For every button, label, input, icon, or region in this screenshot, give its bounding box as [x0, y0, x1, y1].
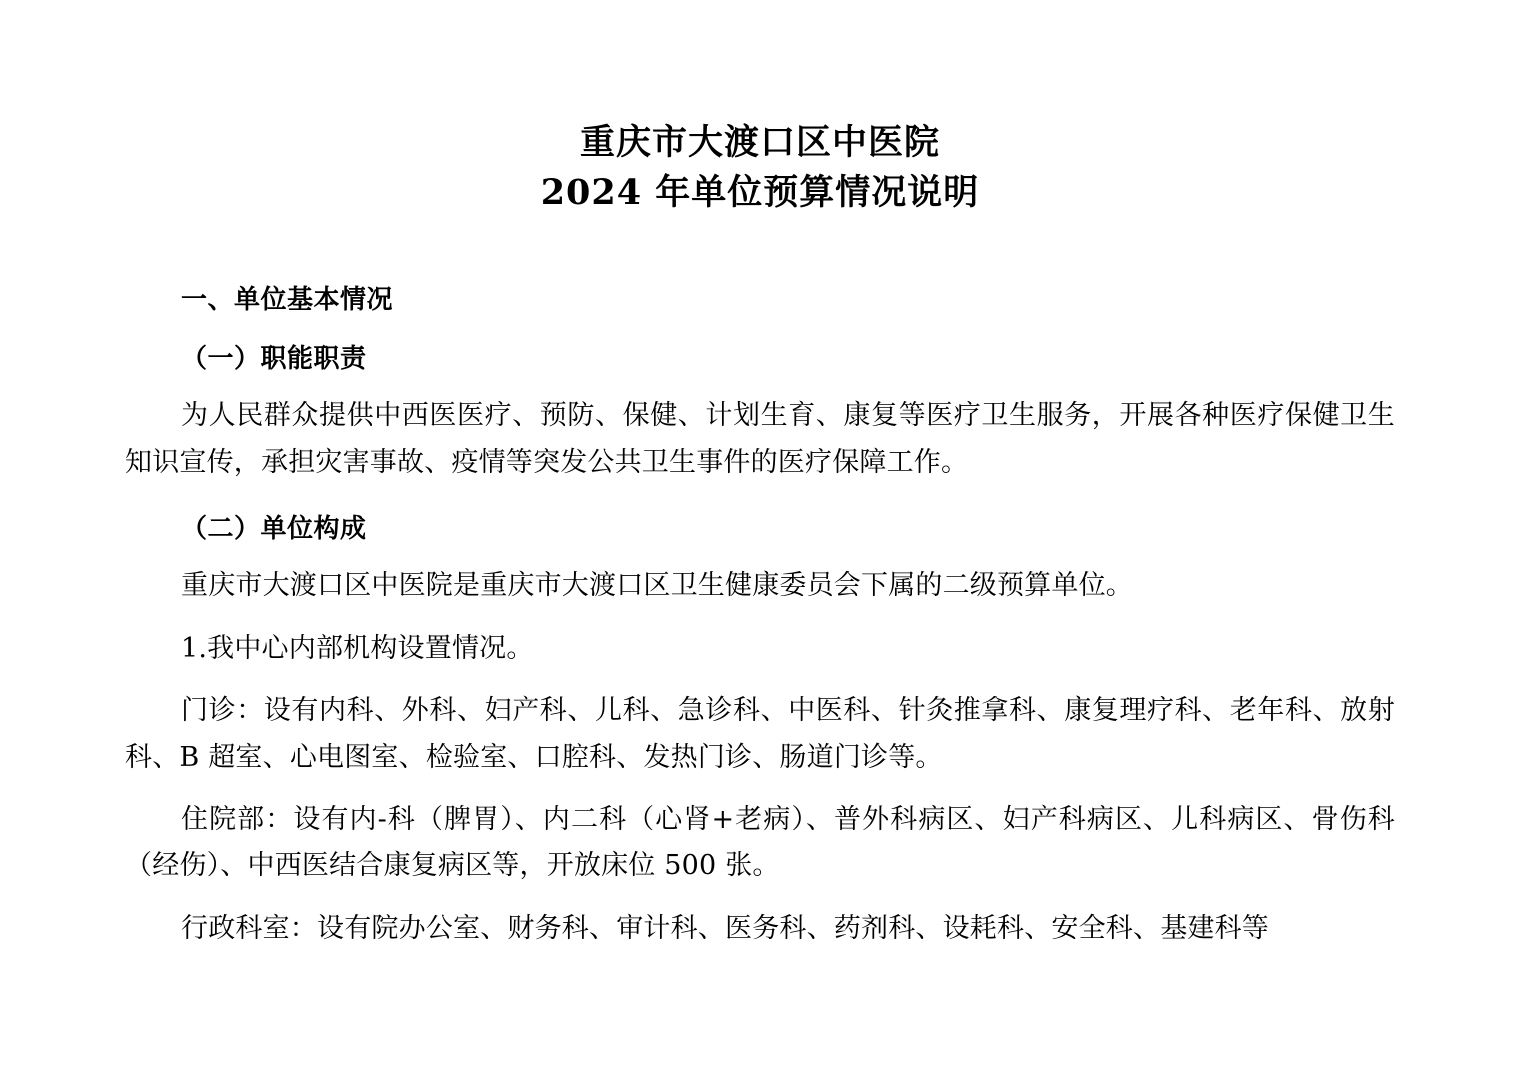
section-heading-1: 一、单位基本情况	[181, 285, 394, 316]
paragraph-administrative: 行政科室：设有院办公室、财务科、审计科、医务科、药剂科、设耗科、安全科、基建科等	[181, 912, 1269, 944]
title-line-2: 2024 年单位预算情况说明	[540, 171, 980, 213]
title-line-1: 重庆市大渡口区中医院	[579, 122, 940, 163]
paragraph-inpatient: 住院部：设有内-科（脾胃）、内二科（心肾+老病）、普外科病区、妇产科病区、儿科病区、骨伤科（经伤）、中西医结合康复病区等，开放床位 500 张。	[125, 804, 1395, 882]
page-title	[125, 118, 1395, 217]
sub-heading-duties: （一）职能职责	[181, 344, 367, 375]
paragraph-duties: 为人民群众提供中西医医疗、预防、保健、计划生育、康复等医疗卫生服务，开展各种医疗保健卫生知识宣传，承担灾害事故、疫情等突发公共卫生事件的医疗保障工作。	[125, 400, 1395, 478]
paragraph-internal-structure: 1.我中心内部机构设置情况。	[181, 632, 534, 664]
paragraph-outpatient: 门诊：设有内科、外科、妇产科、儿科、急诊科、中医科、针灸推拿科、康复理疗科、老年科、放射科、B 超室、心电图室、检验室、口腔科、发热门诊、肠道门诊等。	[125, 695, 1395, 773]
paragraph-affiliation: 重庆市大渡口区中医院是重庆市大渡口区卫生健康委员会下属的二级预算单位。	[181, 570, 1133, 602]
sub-heading-composition: （二）单位构成	[181, 514, 367, 545]
